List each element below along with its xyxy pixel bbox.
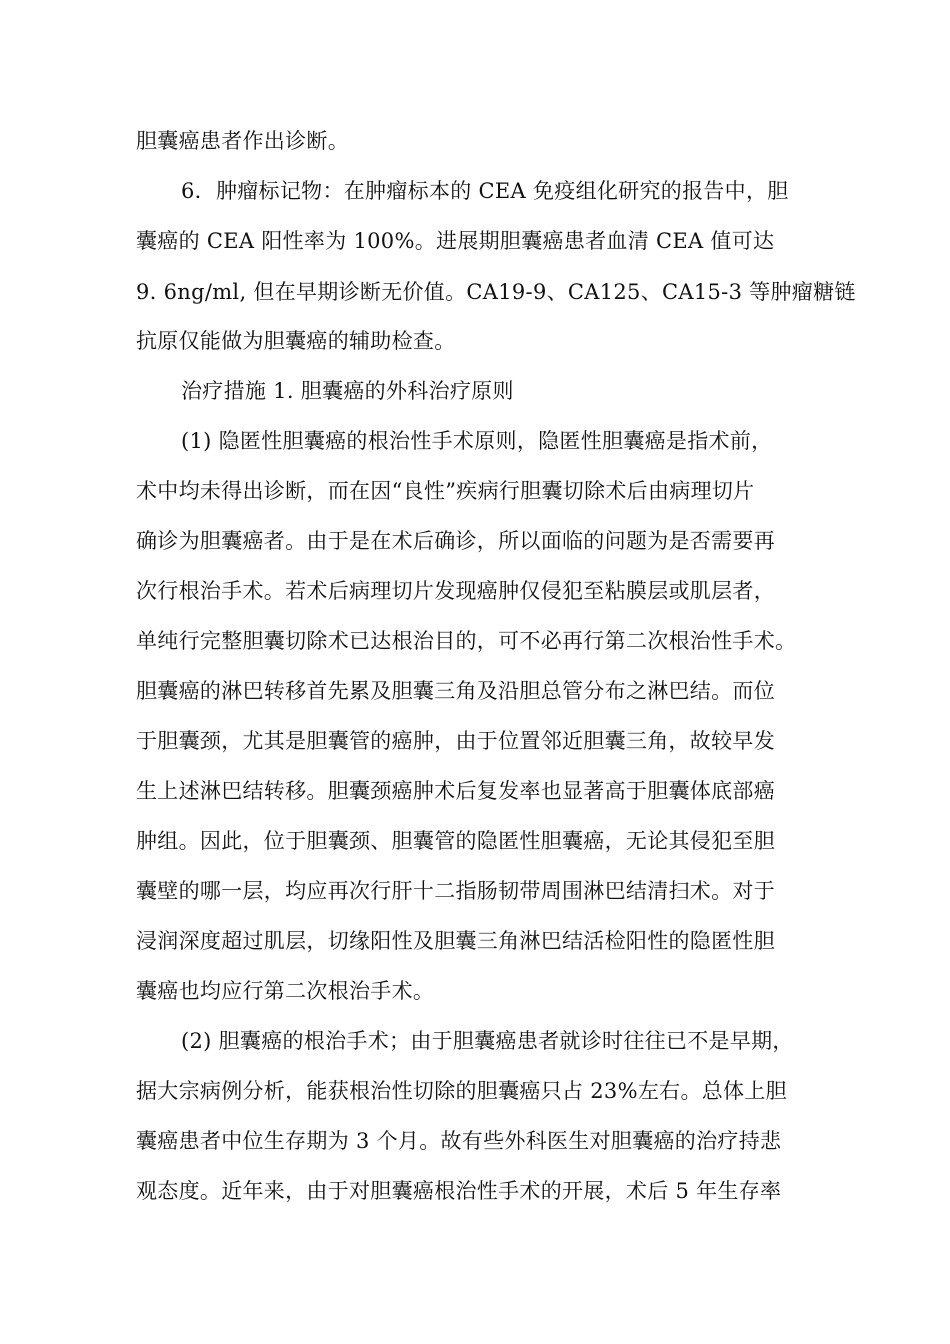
text-line: 抗原仅能做为胆囊癌的辅助检查。 — [136, 329, 456, 353]
text-line: 胆囊癌的淋巴转移首先累及胆囊三角及沿胆总管分布之淋巴结。而位 — [136, 679, 775, 703]
text-line: 确诊为胆囊癌者。由于是在术后确诊，所以面临的问题为是否需要再 — [136, 529, 775, 553]
text-line: 囊癌的 CEA 阳性率为 100%。进展期胆囊癌患者血清 CEA 值可达 — [136, 229, 775, 253]
text-line: 9. 6ng/ml, 但在早期诊断无价值。CA19-9、CA125、CA15-3 等肿瘤糖链 — [136, 280, 856, 304]
section-heading: 治疗措施 1. 胆囊癌的外科治疗原则 — [181, 379, 514, 403]
text-line: 囊癌患者中位生存期为 3 个月。故有些外科医生对胆囊癌的治疗持悲 — [136, 1129, 782, 1153]
text-line: 胆囊癌患者作出诊断。 — [136, 129, 349, 153]
text-line: (2) 胆囊癌的根治手术；由于胆囊癌患者就诊时往往已不是早期， — [181, 1029, 794, 1053]
text-line: 肿组。因此，位于胆囊颈、胆囊管的隐匿性胆囊癌，无论其侵犯至胆 — [136, 829, 775, 853]
text-line: 次行根治手术。若术后病理切片发现癌肿仅侵犯至粘膜层或肌层者， — [136, 579, 775, 603]
text-line: 浸润深度超过肌层，切缘阳性及胆囊三角淋巴结活检阳性的隐匿性胆 — [136, 929, 775, 953]
text-line: 囊壁的哪一层，均应再次行肝十二指肠韧带周围淋巴结清扫术。对于 — [136, 879, 775, 903]
text-line: 术中均未得出诊断，而在因“良性”疾病行胆囊切除术后由病理切片 — [136, 479, 755, 503]
text-line: 于胆囊颈，尤其是胆囊管的癌肿，由于位置邻近胆囊三角，故较早发 — [136, 729, 775, 753]
text-line: 6．肿瘤标记物：在肿瘤标本的 CEA 免疫组化研究的报告中，胆 — [181, 179, 789, 203]
text-line: (1) 隐匿性胆囊癌的根治性手术原则，隐匿性胆囊癌是指术前， — [181, 429, 773, 453]
text-line: 囊癌也均应行第二次根治手术。 — [136, 979, 435, 1003]
text-line: 观态度。近年来，由于对胆囊癌根治性手术的开展，术后 5 年生存率 — [136, 1179, 782, 1203]
text-line: 据大宗病例分析，能获根治性切除的胆囊癌只占 23%左右。总体上胆 — [136, 1079, 787, 1103]
text-line: 单纯行完整胆囊切除术已达根治目的，可不必再行第二次根治性手术。 — [136, 629, 797, 653]
text-line: 生上述淋巴结转移。胆囊颈癌肿术后复发率也显著高于胆囊体底部癌 — [136, 779, 775, 803]
